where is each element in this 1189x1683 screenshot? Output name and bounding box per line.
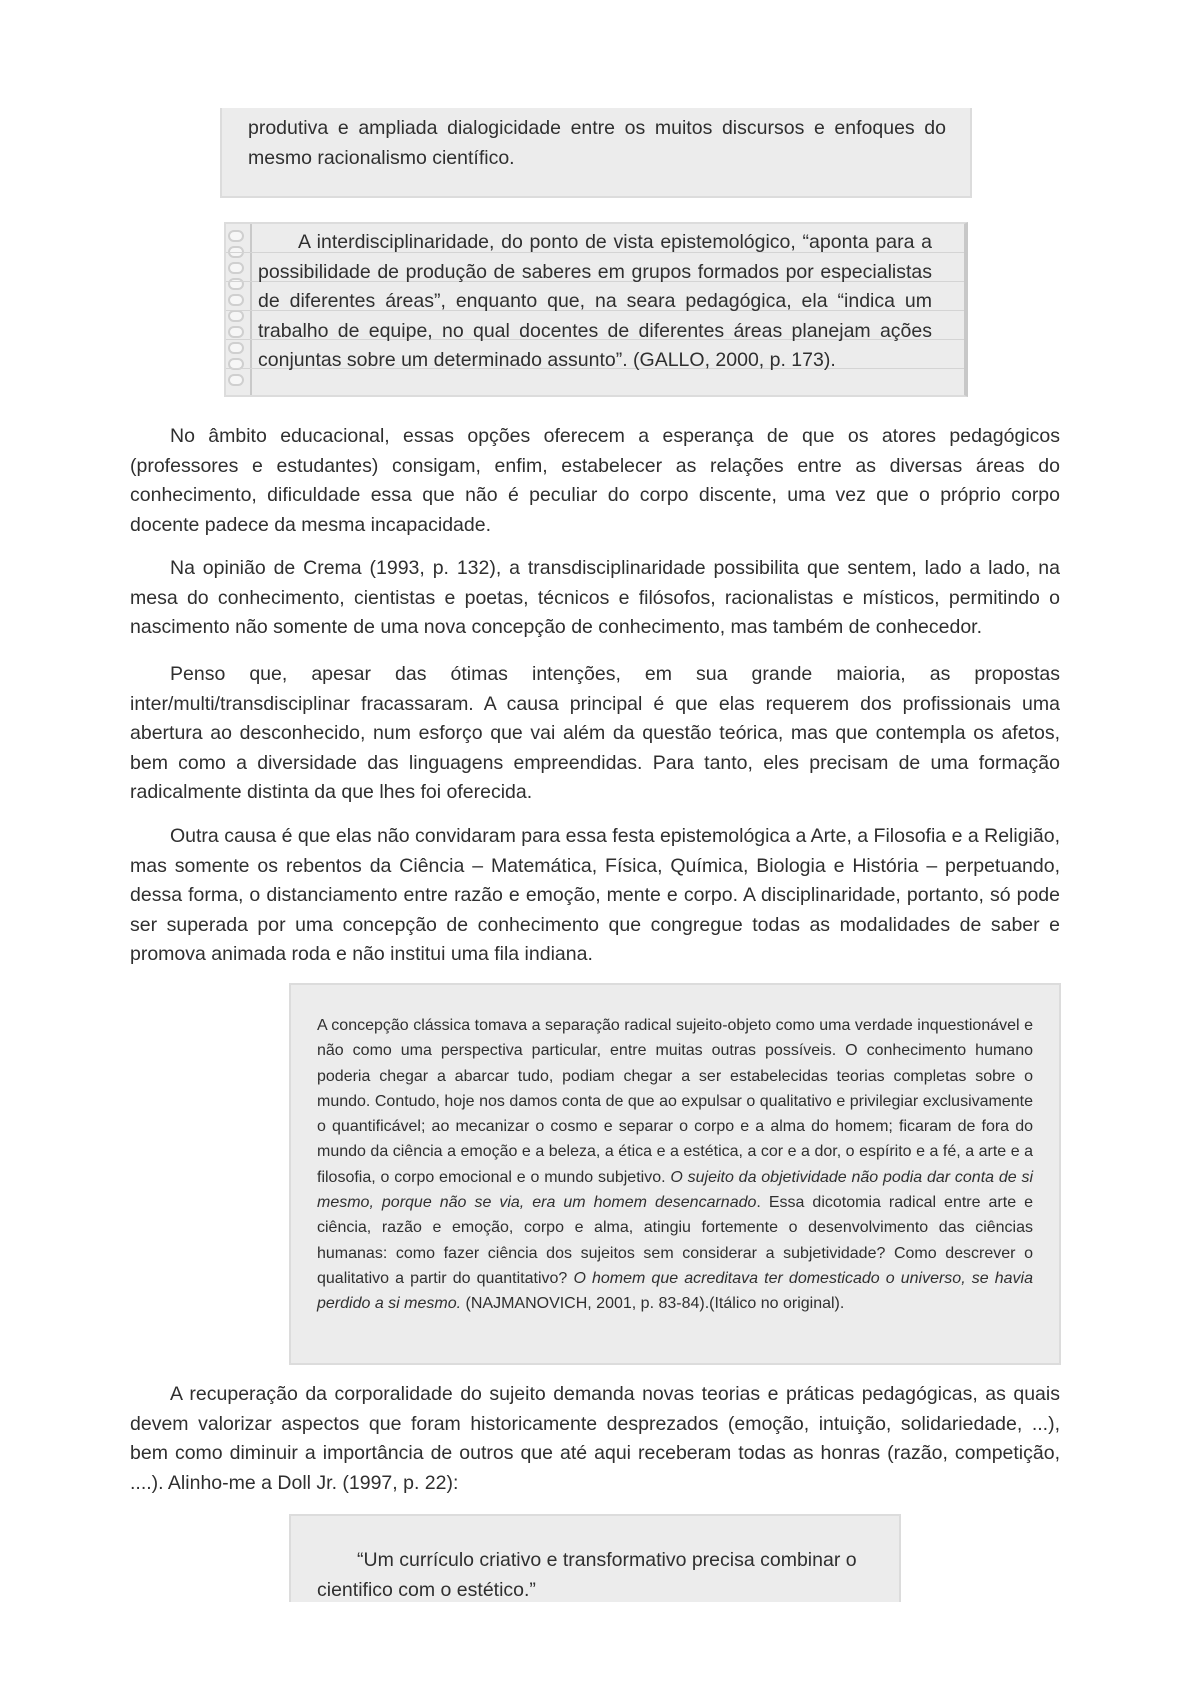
quote-najmanovich-part1: A concepção clássica tomava a separação radical sujeito-objeto como uma verdade inquestionável e não como uma perspectiva particular, entre muitas outras possíveis. O conhecimento humano poderia chegar a abarcar tudo, podiam chegar a ser estabelecidas teorias completas sobre o mundo. Contudo, hoje nos damos conta de que ao expulsar o qualitativo e privilegiar exclusivamente o quantificável; ao mecanizar o cosmo e separar o corpo e a alma do homem; ficaram de fora do mundo da ciência a emoção e a beleza, a ética e a estética, a cor e a dor, o espírito e a fé, a arte e a filosofia, o corpo emocional e o mundo subjetivo.	[317, 1017, 1033, 1186]
paragraph-crema: Na opinião de Crema (1993, p. 132), a transdisciplinaridade possibilita que sentem, lado a lado, na mesa do conhecimento, cientistas e poetas, técnicos e filósofos, racionalistas e místicos, permitindo o nascimento não somente de uma nova concepção de conhecimento, mas também de conhecedor.	[130, 557, 1060, 638]
quote-najmanovich-text	[317, 1013, 1033, 1317]
paragraph-ambito-educacional: No âmbito educacional, essas opções oferecem a esperança de que os atores pedagógicos (professores e estudantes) consigam, enfim, estabelecer as relações entre as diversas áreas do conhecimento, dificuldade essa que não é peculiar do corpo discente, uma vez que o próprio corpo docente padece da mesma incapacidade.	[130, 425, 1060, 536]
quote-najmanovich-citation: (NAJMANOVICH, 2001, p. 83-84).(Itálico no original).	[461, 1295, 845, 1313]
quote-gallo-text: A interdisciplinaridade, do ponto de vista epistemológico, “aponta para a possibilidade de produção de saberes em grupos formados por especialistas de diferentes áreas”, enquanto que, na seara pedagógica, ela “indica um trabalho de equipe, no qual docentes de diferentes áreas planejam ações conjuntas sobre um determinado assunto”. (GALLO, 2000, p. 173).	[258, 231, 932, 371]
quote-doll-text: “Um currículo criativo e transformativo precisa combinar o cientifico com o estético.”	[317, 1549, 857, 1601]
quote-najmanovich-italic1: O sujeito da objetividade não podia dar conta de si mesmo, porque não se via, era um homem desencarnado	[317, 1168, 1034, 1212]
paragraph-penso: Penso que, apesar das ótimas intenções, em sua grande maioria, as propostas inter/multi/transdisciplinar fracassaram. A causa principal é que elas requerem dos profissionais uma abertura ao desconhecido, num esforço que vai além da questão teórica, mas que contempla os afetos, bem como a diversidade das linguagens empreendidas. Para tanto, eles precisam de uma formação radicalmente distinta da que lhes foi oferecida.	[130, 663, 1060, 803]
quote-najmanovich-part2: . Essa dicotomia radical entre arte e ciência, razão e emoção, corpo e alma, atingiu fortemente o desenvolvimento das ciências humanas: como fazer ciência dos sujeitos sem considerar a subjetividade? Como descrever o qualitativo a partir do quantitativo?	[317, 1194, 1033, 1287]
paragraph-recuperacao: A recuperação da corporalidade do sujeito demanda novas teorias e práticas pedagógicas, as quais devem valorizar aspectos que foram historicamente desprezados (emoção, intuição, solidariedade, ...), bem como diminuir a importância de outros que até aqui receberam todas as honras (razão, competição, ....). Alinho-me a Doll Jr. (1997, p. 22):	[130, 1383, 1060, 1494]
quote-block-top	[220, 108, 972, 198]
quote-block-gallo	[224, 222, 968, 397]
quote-top-text: produtiva e ampliada dialogicidade entre os muitos discursos e enfoques do mesmo racionalismo científico.	[248, 117, 946, 169]
quote-block-doll	[289, 1514, 901, 1602]
paragraph-outra-causa: Outra causa é que elas não convidaram para essa festa epistemológica a Arte, a Filosofia e a Religião, mas somente os rebentos da Ciência – Matemática, Física, Química, Biologia e História – perpetuando, dessa forma, o distanciamento entre razão e emoção, mente e corpo. A disciplinaridade, portanto, só pode ser superada por uma concepção de conhecimento que congregue todas as modalidades de saber e promova animada roda e não institui uma fila indiana.	[130, 825, 1060, 965]
quote-block-najmanovich	[289, 983, 1061, 1365]
quote-najmanovich-italic2: O homem que acreditava ter domesticado o universo, se havia perdido a si mesmo.	[317, 1269, 1034, 1313]
